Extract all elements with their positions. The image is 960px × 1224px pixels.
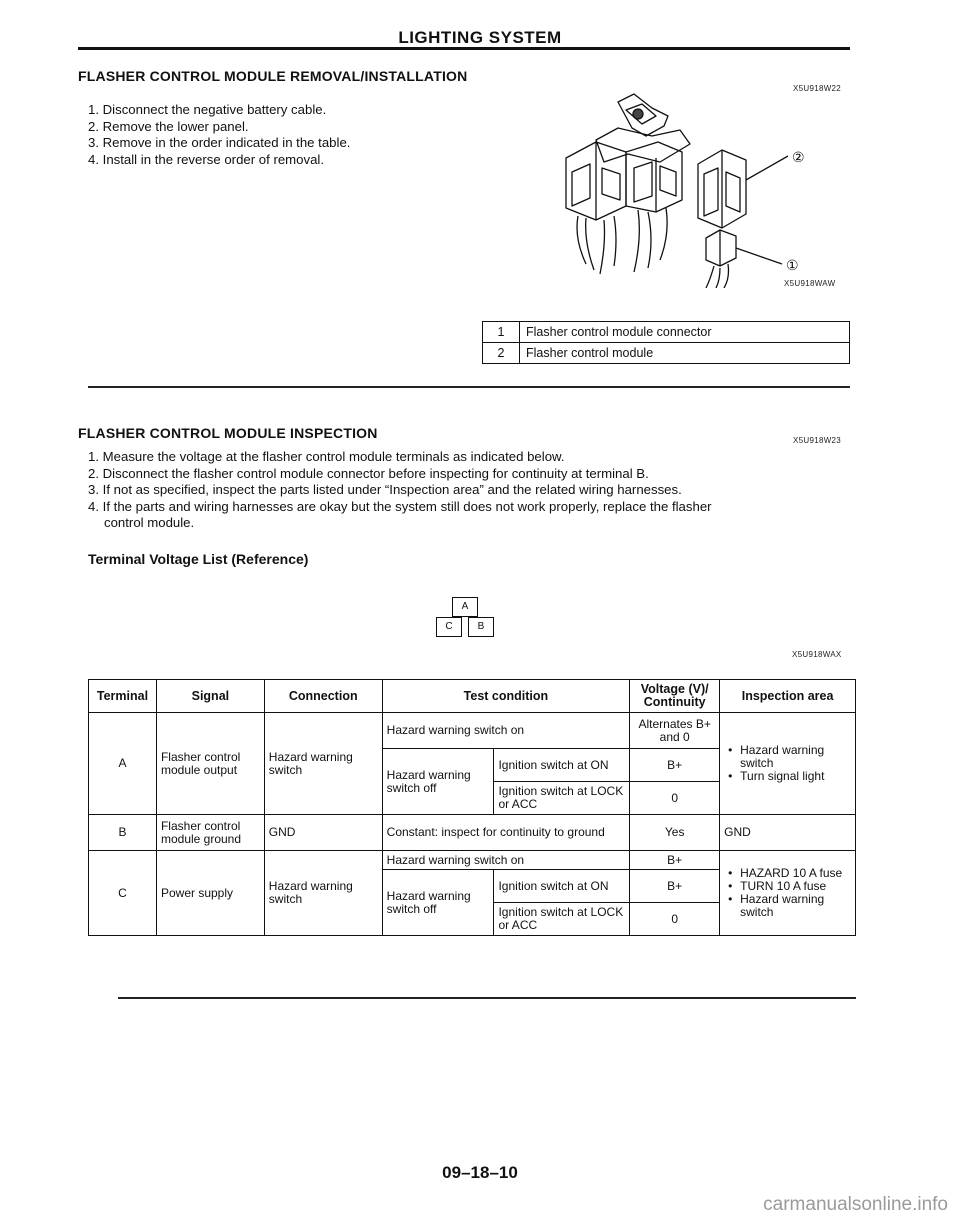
inspection-area-item: • Turn signal light <box>740 770 851 783</box>
inspection-area-cell <box>720 851 856 936</box>
sub-condition-cell: Ignition switch at LOCK or ACC <box>494 903 630 936</box>
table-header-row <box>89 680 856 713</box>
sub-condition-cell: Ignition switch at ON <box>494 870 630 903</box>
condition-cell: Hazard warning switch off <box>382 870 494 936</box>
value-cell: Yes <box>630 815 720 851</box>
table-row <box>89 851 856 870</box>
figure-code: X5U918WAW <box>784 279 836 288</box>
parts-table <box>482 321 850 364</box>
inspection-area-cell <box>720 713 856 815</box>
section-divider <box>88 386 850 388</box>
terminal-label-a: A <box>452 597 478 617</box>
terminal-cell: A <box>89 713 157 815</box>
value-cell: B+ <box>630 870 720 903</box>
inspection-area-item: • TURN 10 A fuse <box>740 880 851 893</box>
inspection-steps <box>88 449 858 532</box>
table-row <box>89 815 856 851</box>
page-number: 09–18–10 <box>442 1163 518 1182</box>
inspection-step: 1. Measure the voltage at the flasher control module terminals as indicated below. <box>88 449 565 464</box>
inspection-section-title: FLASHER CONTROL MODULE INSPECTION <box>78 425 378 441</box>
removal-section-code: X5U918W22 <box>793 84 842 93</box>
removal-step: 1. Disconnect the negative battery cable. <box>88 102 327 117</box>
inspection-step-continuation: control module. <box>104 515 195 530</box>
part-number: 2 <box>483 343 520 364</box>
bottom-divider <box>118 997 856 999</box>
col-header-voltage: Voltage (V)/ Continuity <box>630 680 720 713</box>
signal-cell: Flasher control module output <box>156 713 264 815</box>
connector-code: X5U918WAX <box>792 650 842 659</box>
table-row <box>483 322 850 343</box>
inspection-step: 3. If not as specified, inspect the parts listed under “Inspection area” and the related wiring harnesses. <box>88 482 682 497</box>
sub-condition-cell: Ignition switch at LOCK or ACC <box>494 782 630 815</box>
removal-steps <box>88 102 350 168</box>
sub-condition-cell: Ignition switch at ON <box>494 749 630 782</box>
col-header-test-condition: Test condition <box>382 680 630 713</box>
connection-cell: Hazard warning switch <box>264 713 382 815</box>
value-cell: 0 <box>630 903 720 936</box>
part-name: Flasher control module <box>520 343 850 364</box>
signal-cell: Flasher control module ground <box>156 815 264 851</box>
callout-1: ① <box>786 258 799 274</box>
signal-cell: Power supply <box>156 851 264 936</box>
col-header-signal: Signal <box>156 680 264 713</box>
table-row <box>89 713 856 749</box>
col-header-terminal: Terminal <box>89 680 157 713</box>
condition-cell: Constant: inspect for continuity to ground <box>382 815 630 851</box>
condition-cell: Hazard warning switch on <box>382 851 630 870</box>
callout-2: ② <box>792 150 805 166</box>
terminal-voltage-list-title: Terminal Voltage List (Reference) <box>88 551 309 567</box>
watermark: carmanualsonline.info <box>763 1194 948 1215</box>
connection-cell: Hazard warning switch <box>264 851 382 936</box>
col-header-inspection-area: Inspection area <box>720 680 856 713</box>
flasher-module-illustration <box>556 88 816 288</box>
inspection-area-item: • Hazard warning switch <box>740 893 851 919</box>
connector-diagram <box>422 597 522 641</box>
removal-step: 3. Remove in the order indicated in the table. <box>88 135 351 150</box>
inspection-step: 2. Disconnect the flasher control module connector before inspecting for continuity at terminal B. <box>88 465 649 481</box>
inspection-section-code: X5U918W23 <box>793 436 842 445</box>
inspection-area-item: • Hazard warning switch <box>740 744 851 770</box>
part-name: Flasher control module connector <box>520 322 850 343</box>
header-rule <box>78 47 850 50</box>
value-cell: B+ <box>630 749 720 782</box>
removal-section-title: FLASHER CONTROL MODULE REMOVAL/INSTALLATION <box>78 68 468 84</box>
value-cell: 0 <box>630 782 720 815</box>
removal-step: 4. Install in the reverse order of removal. <box>88 151 325 167</box>
condition-cell: Hazard warning switch off <box>382 749 494 815</box>
value-cell: Alternates B+ and 0 <box>630 713 720 749</box>
terminal-cell: C <box>89 851 157 936</box>
connection-cell: GND <box>264 815 382 851</box>
terminal-cell: B <box>89 815 157 851</box>
terminal-label-b: B <box>468 617 494 637</box>
page-title: LIGHTING SYSTEM <box>398 28 562 47</box>
value-cell: B+ <box>630 851 720 870</box>
part-number: 1 <box>483 322 520 343</box>
removal-step: 2. Remove the lower panel. <box>88 118 249 134</box>
inspection-area-item: • HAZARD 10 A fuse <box>740 867 851 880</box>
terminal-label-c: C <box>436 617 462 637</box>
condition-cell: Hazard warning switch on <box>382 713 630 749</box>
terminal-voltage-table <box>88 679 856 936</box>
table-row <box>483 343 850 364</box>
inspection-step: 4. If the parts and wiring harnesses are okay but the system still does not work properly, replace the flasher <box>88 498 712 514</box>
col-header-connection: Connection <box>264 680 382 713</box>
inspection-area-cell: GND <box>720 815 856 851</box>
